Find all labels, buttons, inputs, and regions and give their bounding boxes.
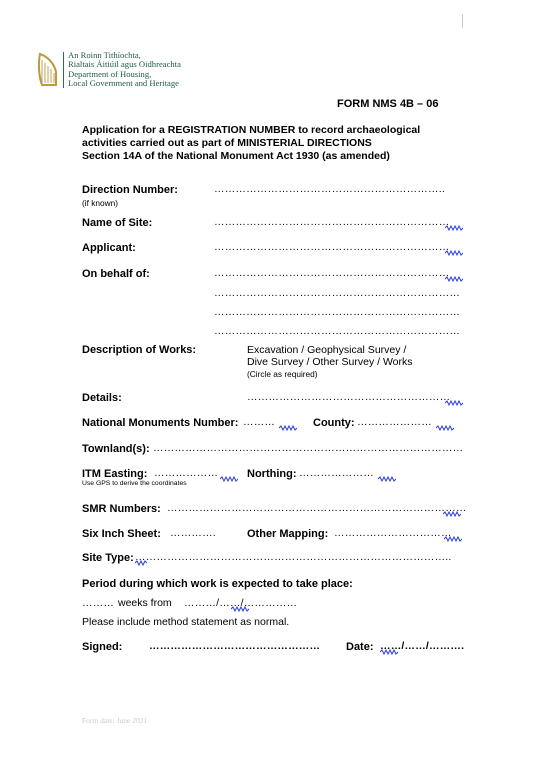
northing-label: Northing: [247,468,297,480]
spellcheck-squiggle [231,606,249,612]
date-from-field[interactable]: ………/……/…………… [184,597,298,609]
method-statement-note: Please include method statement as normal. [82,616,290,628]
name-of-site-label: Name of Site: [82,217,153,229]
national-monuments-number-field[interactable]: ……… [243,416,276,428]
spellcheck-squiggle [444,536,462,542]
six-inch-sheet-field[interactable]: …………. [170,527,216,539]
signature-field[interactable]: ………………………………………… [149,640,321,652]
applicant-field[interactable]: ………………………………………………………… [214,241,450,253]
spellcheck-squiggle [378,476,396,482]
spellcheck-squiggle [436,425,454,431]
form-id: FORM NMS 4B – 06 [337,98,439,110]
spellcheck-squiggle [443,511,461,517]
spellcheck-squiggle [380,649,398,655]
org-line-2: Rialtais Áitiúil agus Oidhreachta [68,59,181,70]
org-line-4: Local Government and Heritage [68,78,179,89]
direction-number-label: Direction Number: [82,184,178,196]
itm-easting-field[interactable]: ……………… [154,467,219,479]
works-options-line-1[interactable]: Excavation / Geophysical Survey / [247,344,407,356]
smr-numbers-field[interactable]: ………………………………………………………………………… [167,502,467,514]
works-options-line-2[interactable]: Dive Survey / Other Survey / Works [247,356,413,368]
title-line-2: activities carried out as part of MINISTERIAL DIRECTIONS [82,137,372,149]
org-line-1: An Roinn Tithíochta, [68,50,141,60]
org-line-3: Department of Housing, [68,68,152,79]
gps-note: Use GPS to derive the coordinates [82,480,187,487]
on-behalf-of-line-4[interactable]: …………………………………………………………… [214,325,461,337]
spellcheck-squiggle [445,276,463,282]
county-label: County: [313,417,355,429]
signed-label: Signed: [82,641,123,653]
spellcheck-squiggle [445,225,463,231]
townlands-label: Townland(s): [82,443,150,455]
circle-note: (Circle as required) [247,369,318,379]
weeks-field[interactable]: ……… [82,597,115,609]
spellcheck-squiggle [279,425,297,431]
page-corner-mark [462,14,463,28]
name-of-site-field[interactable]: ………………………………………………………… [214,216,450,228]
details-label: Details: [82,392,122,404]
details-field[interactable]: ………………………………………………… [247,391,451,403]
county-field[interactable]: ………………… [357,416,432,428]
description-of-works-label: Description of Works: [82,344,197,356]
six-inch-sheet-label: Six Inch Sheet: [82,528,161,540]
site-type-field[interactable]: …………………………………………………………………………….. [135,551,452,563]
logo-divider [63,52,64,88]
date-label: Date: [346,641,374,653]
title-line-3: Section 14A of the National Monument Act 1930 (as amended) [82,150,390,162]
itm-easting-label: ITM Easting: [82,468,148,480]
spellcheck-squiggle [220,476,238,482]
smr-numbers-label: SMR Numbers: [82,503,161,515]
date-field[interactable]: ……/……/………. [380,640,465,652]
period-heading: Period during which work is expected to take place: [82,578,353,590]
townlands-field[interactable]: …………………………………………………………………………… [153,442,464,454]
national-monuments-number-label: National Monuments Number: [82,417,239,429]
on-behalf-of-line-3[interactable]: …………………………………………………………… [214,306,461,318]
spellcheck-squiggle [445,250,463,256]
on-behalf-of-field[interactable]: ………………………………………………………… [214,267,450,279]
on-behalf-of-label: On behalf of: [82,268,150,280]
applicant-label: Applicant: [82,242,136,254]
title-line-1: Application for a REGISTRATION NUMBER to record archaeological [82,124,421,136]
northing-field[interactable]: ………………… [299,467,374,479]
on-behalf-of-line-2[interactable]: …………………………………………………………… [214,287,461,299]
harp-logo-icon [36,52,60,88]
direction-number-field[interactable]: ……………………………………………………….. [214,183,445,195]
other-mapping-field[interactable]: …………………………… [334,527,452,539]
spellcheck-squiggle [445,400,463,406]
other-mapping-label: Other Mapping: [247,528,329,540]
spellcheck-squiggle [135,560,147,566]
department-name [68,51,181,89]
form-date-footer: Form date: June 2021 [82,716,148,725]
weeks-from-label: weeks from [118,597,172,609]
if-known-note: (if known) [82,198,118,208]
site-type-label: Site Type: [82,552,134,564]
